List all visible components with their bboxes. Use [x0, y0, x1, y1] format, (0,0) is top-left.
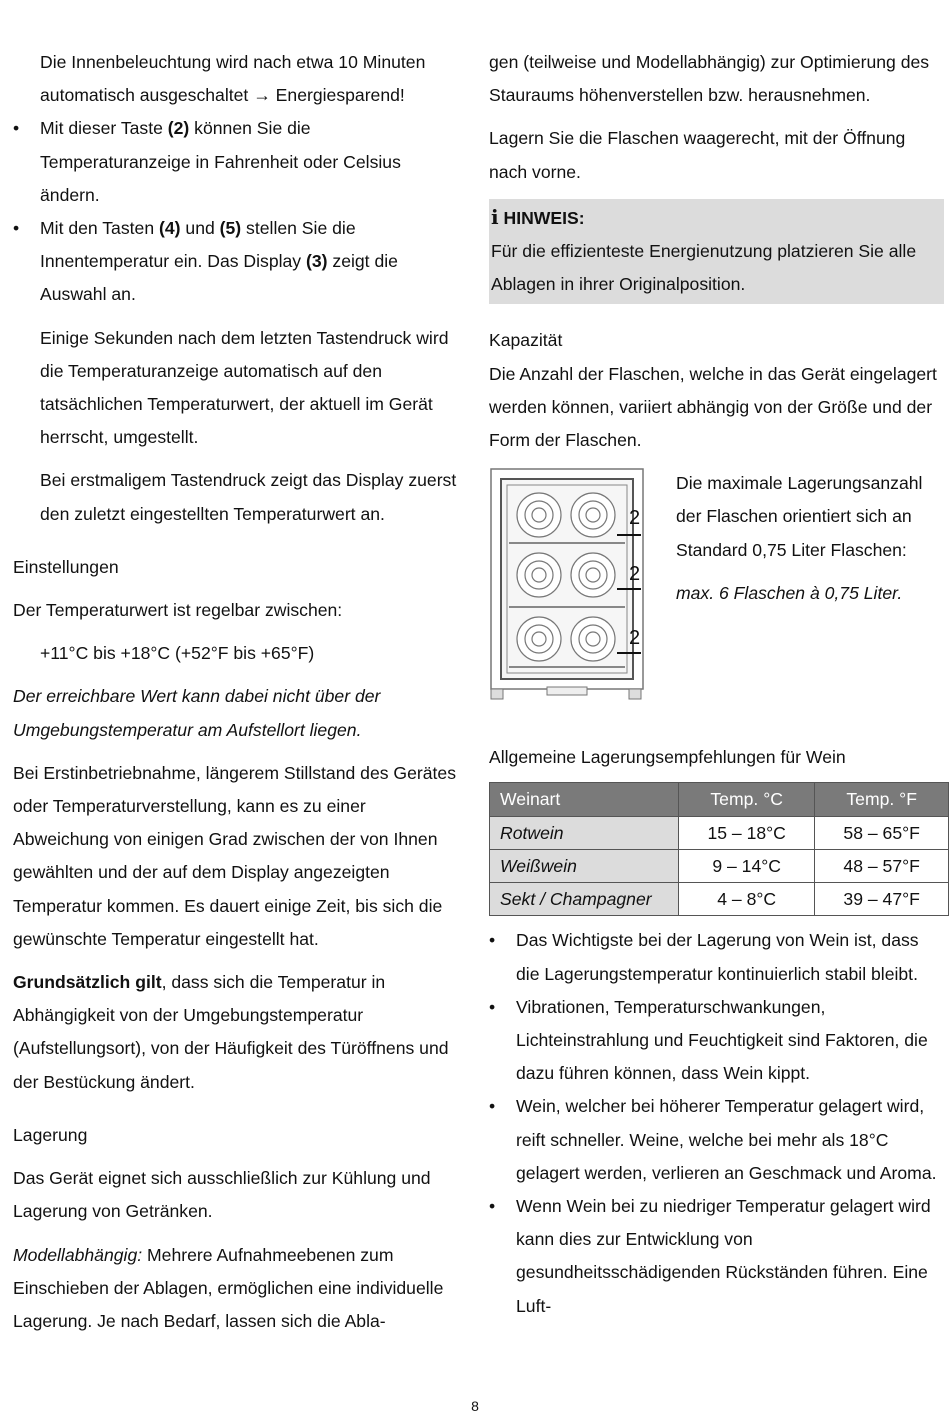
paragraph-shelves-cont: gen (teilweise und Modellabhängig) zur Optimierung des Stauraums höhenverstellen bzw. herausnehmen.: [489, 52, 930, 106]
hint-box: [489, 199, 944, 305]
bullet-icon: •: [489, 996, 496, 1017]
info-icon: i: [491, 204, 499, 229]
paragraph-shelves: [13, 1239, 458, 1339]
wine-table: [489, 782, 949, 916]
bullet-icon: •: [489, 930, 496, 951]
capacity-description: Die maximale Lagerungsanzahl der Flaschen orientiert sich an Standard 0,75 Liter Flaschen:: [676, 473, 923, 560]
paragraph-horizontal: Lagern Sie die Flaschen waagerecht, mit der Öffnung nach vorne.: [489, 128, 906, 182]
paragraph-ambient-note: Der erreichbare Wert kann dabei nicht über der Umgebungstemperatur am Aufstellort liegen.: [13, 686, 381, 740]
fridge-diagram: [489, 467, 649, 705]
right-column: [489, 46, 944, 1323]
text: Mehrere Aufnahmeebenen zum Einschieben der Ablagen, ermöglichen eine individuelle Lagerung. Je nach Bedarf, lassen sich die Abla-: [13, 1244, 444, 1331]
table-row: [490, 883, 949, 916]
bullet-icon: •: [13, 218, 20, 239]
paragraph-range: +11°C bis +18°C (+52°F bis +65°F): [40, 643, 315, 664]
column-header: Temp. °C: [679, 783, 815, 817]
bullet-icon: •: [489, 1096, 496, 1117]
paragraph-light-off: Die Innenbeleuchtung wird nach etwa 10 Minuten automatisch ausgeschaltet → Energiesparend!: [40, 52, 426, 106]
temp-c-cell: 9 – 14°C: [679, 850, 815, 883]
capacity-figure: [489, 467, 944, 715]
temp-c-cell: 4 – 8°C: [679, 883, 815, 916]
italic-lead: Modellabhängig:: [13, 1244, 143, 1265]
text: Wein, welcher bei höherer Temperatur gelagert wird, reift schneller. Weine, welche bei mehr als 18°C gelagert werden, verlieren an Geschmack und Aroma.: [516, 1096, 937, 1183]
page-number: 8: [471, 1398, 479, 1414]
text: Mit den Tasten: [40, 218, 159, 239]
text: Vibrationen, Temperaturschwankungen, Lichteinstrahlung und Feuchtigkeit sind Faktoren, die dazu führen können, dass Wein kippt.: [516, 996, 928, 1084]
heading-kapazitaet: Kapazität: [489, 330, 563, 351]
column-header: Weinart: [490, 783, 679, 817]
list-item: [489, 1090, 944, 1190]
bullet-icon: •: [13, 118, 20, 139]
recommendation-list: [489, 924, 944, 1322]
list-item: [13, 112, 458, 212]
left-column: [13, 46, 458, 1338]
text: können Sie die Temperaturanzeige in Fahrenheit oder Celsius ändern.: [40, 118, 401, 205]
paragraph-usage: Das Gerät eignet sich ausschließlich zur Kühlung und Lagerung von Getränken.: [13, 1168, 431, 1222]
table-header-row: [490, 783, 949, 817]
list-item: [489, 924, 944, 990]
list-item: [489, 991, 944, 1091]
bullet-icon: •: [489, 1196, 496, 1217]
heading-recommendations: Allgemeine Lagerungsempfehlungen für Wein: [489, 747, 846, 768]
key-ref: (4): [159, 218, 181, 239]
temp-f-cell: 58 – 65°F: [815, 817, 949, 850]
hint-text: Für die effizienteste Energienutzung platzieren Sie alle Ablagen in ihrer Originalposition.: [491, 241, 917, 295]
text: Mit dieser Taste: [40, 118, 168, 139]
wine-type-cell: Weißwein: [490, 850, 679, 883]
table-row: [490, 850, 949, 883]
text: Das Wichtigste bei der Lagerung von Wein ist, dass die Lagerungstemperatur kontinuierlich stabil bleibt.: [516, 930, 919, 984]
text: stellen Sie die Innentemperatur ein. Das Display: [40, 218, 356, 272]
shelf-count-label: 2: [629, 627, 641, 650]
temp-c-cell: 15 – 18°C: [679, 817, 815, 850]
list-item: [489, 1190, 944, 1323]
paragraph-capacity: Die Anzahl der Flaschen, welche in das Gerät eingelagert werden können, variiert abhängig von der Größe und der Form der Flaschen.: [489, 363, 937, 451]
heading-lagerung: Lagerung: [13, 1124, 88, 1145]
key-ref: (3): [306, 251, 328, 272]
temp-f-cell: 39 – 47°F: [815, 883, 949, 916]
key-ref: (2): [167, 118, 190, 139]
list-item: [13, 212, 458, 312]
paragraph-range-intro: Der Temperaturwert ist regelbar zwischen:: [13, 600, 343, 621]
paragraph-display-reset: Einige Sekunden nach dem letzten Tastendruck wird die Temperaturanzeige automatisch auf den tatsächlichen Temperaturwert, der aktuell im Gerät herrscht, umgestellt.: [40, 327, 449, 448]
capacity-text: [676, 467, 944, 610]
text: und: [180, 218, 220, 239]
column-header: Temp. °F: [815, 783, 949, 817]
wine-type-cell: Sekt / Champagner: [490, 883, 679, 916]
paragraph-first-press: Bei erstmaligem Tastendruck zeigt das Display zuerst den zuletzt eingestellten Temperaturwert an.: [40, 470, 457, 524]
paragraph-principle: [13, 966, 458, 1099]
hint-title: [491, 201, 942, 235]
temp-f-cell: 48 – 57°F: [815, 850, 949, 883]
shelf-count-label: 2: [629, 507, 641, 530]
wine-type-cell: Rotwein: [490, 817, 679, 850]
text: Wenn Wein bei zu niedriger Temperatur gelagert wird kann dies zur Entwicklung von gesundheitsschädigenden Rückständen führen. Eine Luft-: [516, 1196, 931, 1316]
table-row: [490, 817, 949, 850]
text: , dass sich die Temperatur in Abhängigkeit von der Umgebungstemperatur (Aufstellungsort), von der Häufigkeit des Türöffnens und der Bestückung ändert.: [13, 972, 449, 1092]
paragraph-deviation: Bei Erstinbetriebnahme, längerem Stillstand des Gerätes oder Temperaturverstellung, kann es zu einer Abweichung von einigen Grad zwischen der von Ihnen gewählten und der auf dem Display angezeigten Temperatur kommen. Es dauert einige Zeit, bis sich die gewünschte Temperatur eingestellt hat.: [13, 762, 457, 949]
shelf-count-label: 2: [629, 563, 641, 586]
heading-einstellungen: Einstellungen: [13, 556, 119, 577]
button-list: [13, 112, 458, 311]
capacity-max: max. 6 Flaschen à 0,75 Liter.: [676, 582, 903, 603]
bold-lead: Grundsätzlich gilt: [13, 972, 162, 993]
key-ref: (5): [219, 218, 242, 239]
hint-title-text: HINWEIS:: [503, 207, 585, 228]
text: zeigt die Auswahl an.: [40, 251, 398, 305]
